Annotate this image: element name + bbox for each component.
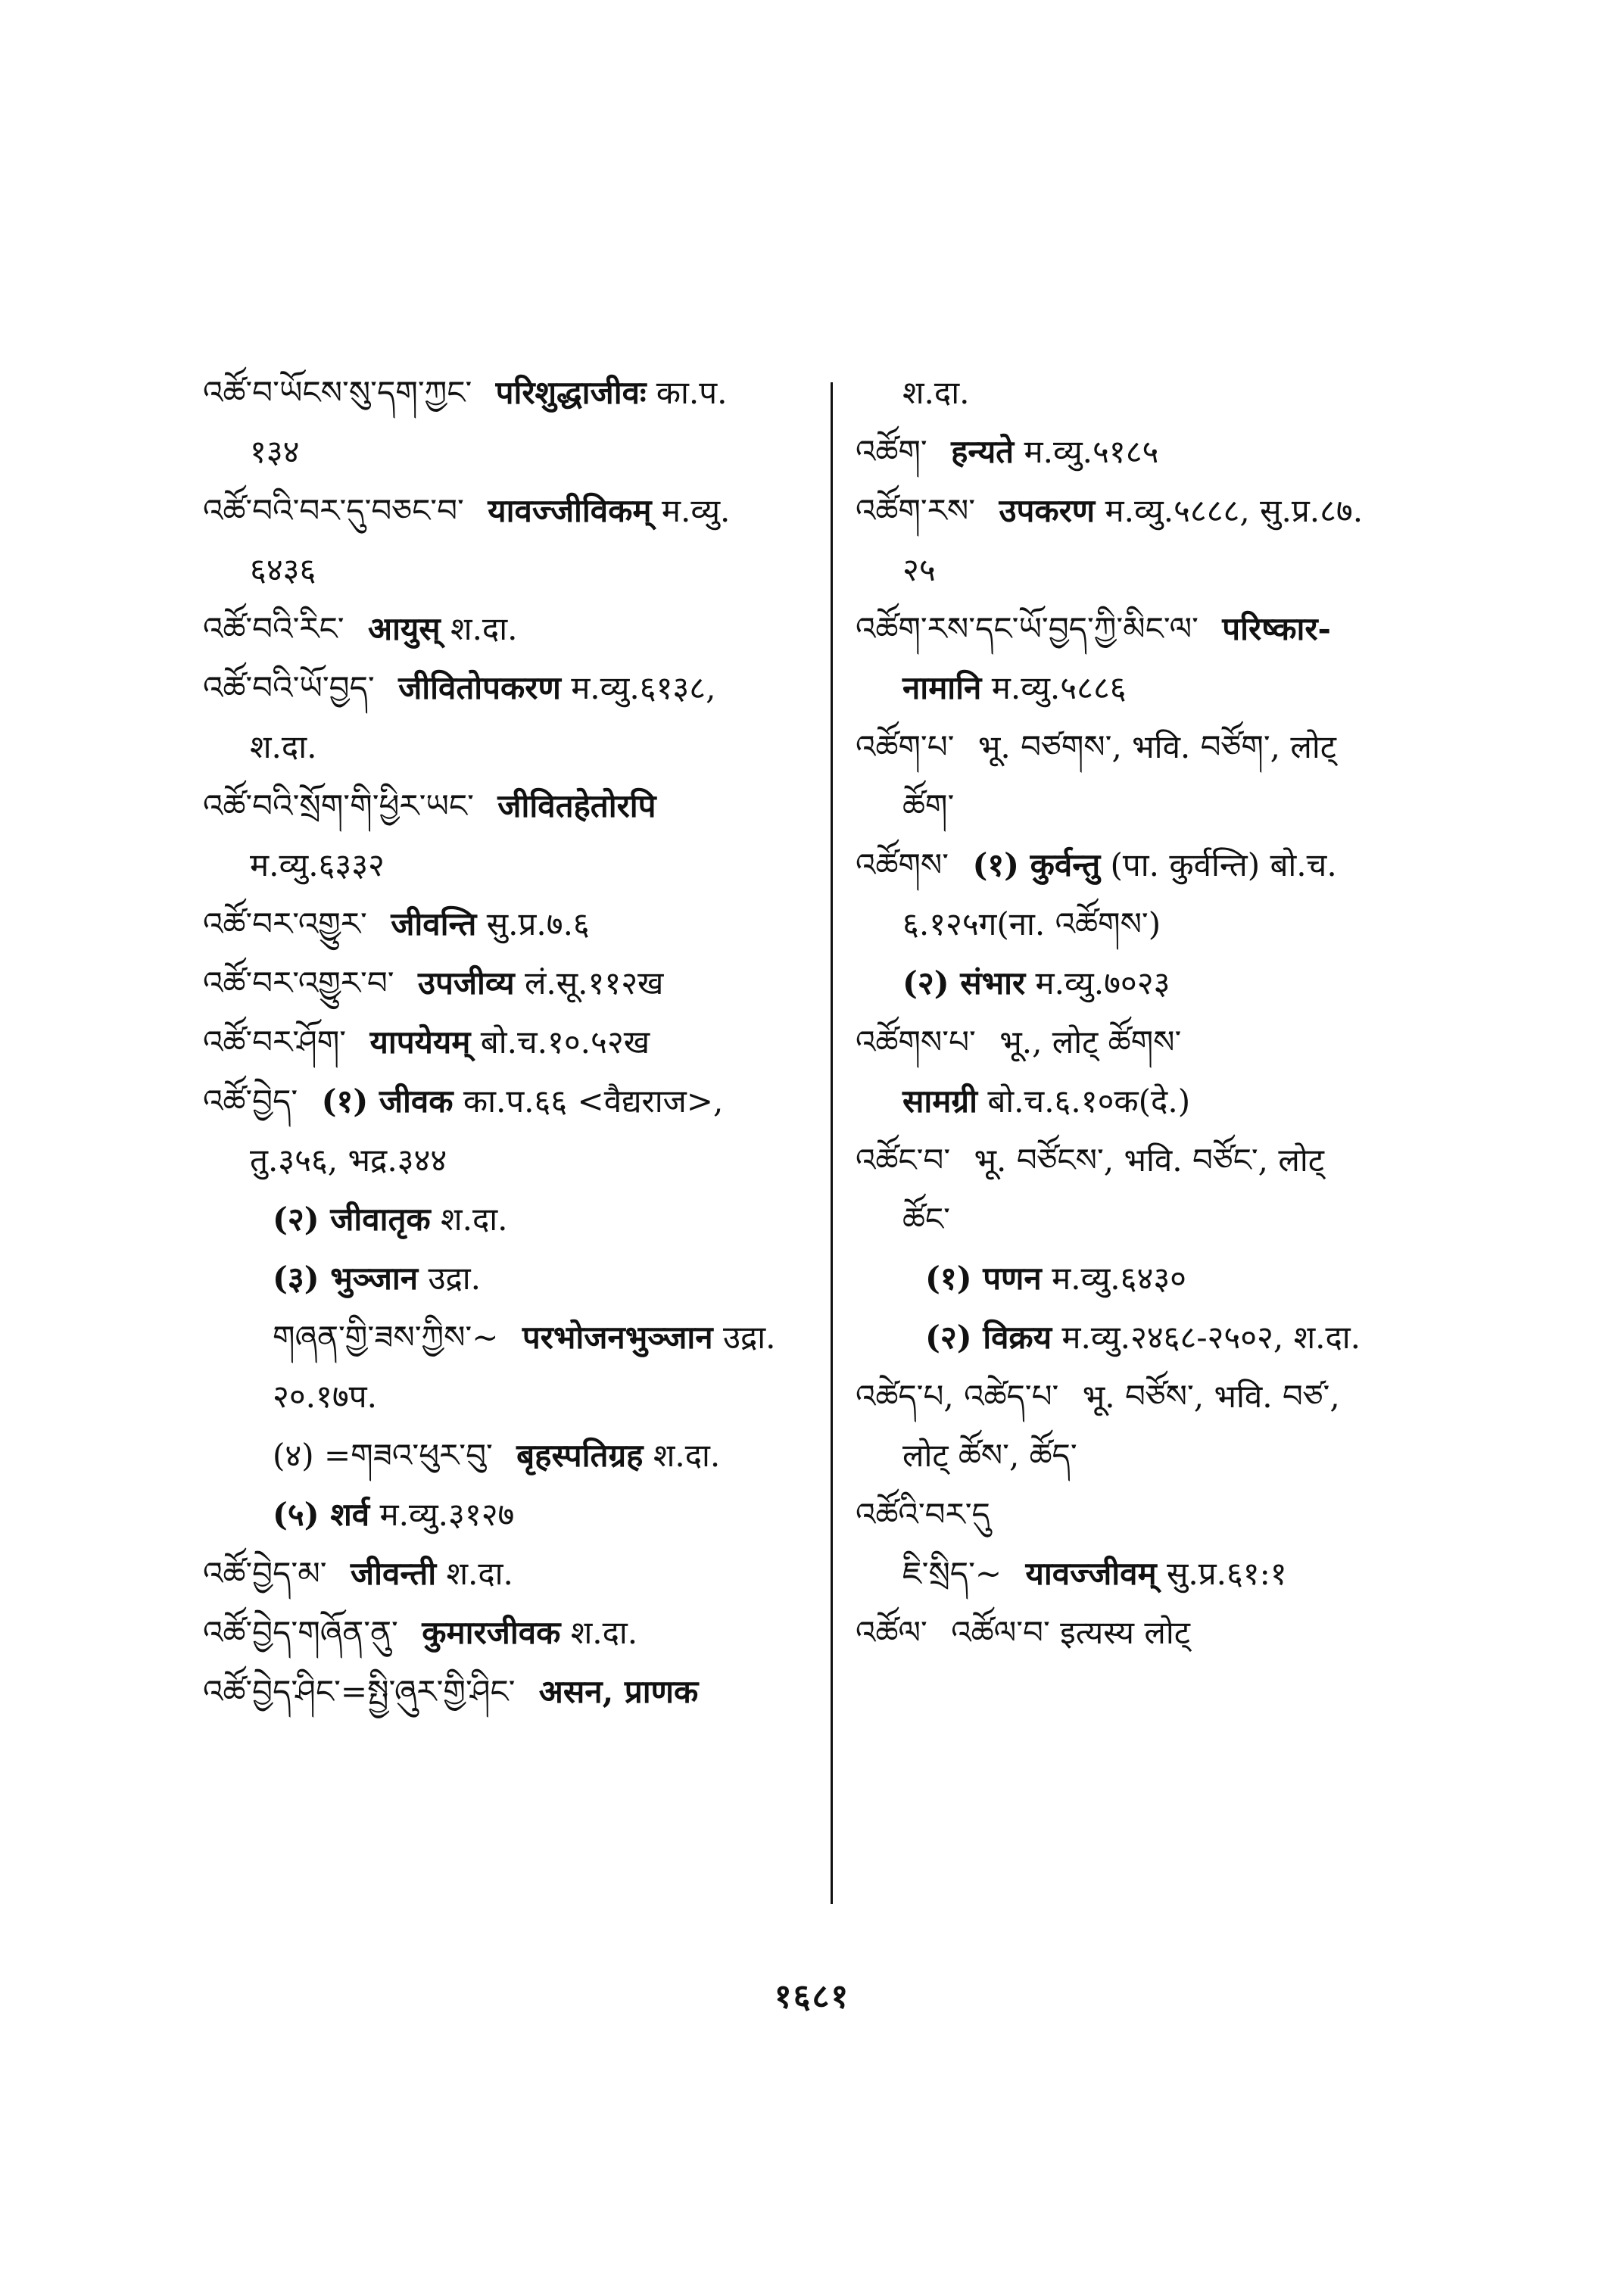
dictionary-line xyxy=(856,718,1476,777)
dictionary-line xyxy=(856,1308,1476,1367)
dictionary-line xyxy=(856,659,1476,718)
tibetan-headword: འཚོའི་བར་དུ xyxy=(856,1496,990,1533)
reference: म.व्यु.७०२३ xyxy=(1035,964,1170,1002)
tibetan-headword: འཚོལ་ xyxy=(856,1614,927,1651)
dictionary-line xyxy=(203,1426,824,1485)
sanskrit-equivalent: हन्यते xyxy=(951,433,1015,470)
tibetan-headword: འཚོ་བྱེད་ xyxy=(203,1083,298,1120)
dictionary-line xyxy=(856,1367,1476,1426)
reference: म.व्यु.५८८६ xyxy=(991,669,1127,706)
reference: श.दा. xyxy=(441,1201,508,1238)
dictionary-line xyxy=(203,481,824,541)
sanskrit-equivalent: परिष्कार- xyxy=(1222,610,1331,647)
sanskrit-equivalent: (२) विक्रय xyxy=(925,1319,1052,1356)
dictionary-line xyxy=(203,1131,824,1190)
dictionary-line xyxy=(856,541,1476,600)
dictionary-line xyxy=(203,836,824,895)
dictionary-line xyxy=(856,422,1476,481)
dictionary-line xyxy=(203,363,824,422)
dictionary-line xyxy=(203,541,824,600)
dictionary-line xyxy=(203,895,824,954)
reference: उद्रा. xyxy=(428,1260,481,1297)
tibetan-headword: ཚོང་ xyxy=(902,1201,950,1238)
tibetan-headword: འཚོག་རས་ xyxy=(856,492,976,529)
dictionary-line xyxy=(203,1013,824,1072)
reference: श.दा. xyxy=(902,374,970,411)
column-divider xyxy=(831,382,833,1904)
reference: बो.च.६.१०क(दे.) xyxy=(987,1083,1191,1120)
sanskrit-equivalent: जीवन्ति xyxy=(391,905,477,942)
reference: श.दा. xyxy=(250,728,317,765)
sanskrit-equivalent: यापयेयम् xyxy=(369,1023,471,1061)
dictionary-line xyxy=(856,895,1476,954)
sanskrit-equivalent: जीवन्ती xyxy=(350,1555,437,1592)
dictionary-line xyxy=(856,1190,1476,1249)
reference: १३४ xyxy=(250,433,300,470)
sanskrit-equivalent: यावज्जीवम् xyxy=(1025,1555,1157,1592)
sanskrit-equivalent: (१) कुर्वन्तु xyxy=(972,846,1101,883)
reference: भू. བཙགས་, भवि. བཙོག་, लोट् xyxy=(977,728,1336,765)
reference: २०.१७प. xyxy=(273,1378,377,1415)
reference: बो.च.१०.५२ख xyxy=(480,1023,650,1061)
reference: म.व्यु.६४३० xyxy=(1052,1260,1187,1297)
tibetan-headword: འཚོ་བྱེད་ཤིང་=སྤྱི་ཞུར་གྱི་ཤིང་ xyxy=(203,1673,516,1710)
sanskrit-equivalent: कुमारजीवक xyxy=(422,1614,561,1651)
sanskrit-equivalent: आयुस् xyxy=(367,610,441,647)
right-column xyxy=(856,363,1476,1662)
tibetan-headword: འཚོག་པ་ xyxy=(856,728,955,765)
reference: म.व्यु.२४६८-२५०२, श.दा. xyxy=(1061,1319,1361,1356)
tibetan-headword: (४) =གཟའ་ཕུར་བུ་ xyxy=(273,1437,493,1474)
tibetan-headword: འཚོ་བར་འགྱུར་ xyxy=(203,905,367,942)
reference: म.व्यु.६१३८, xyxy=(571,669,716,706)
sanskrit-equivalent: उपजीव्य xyxy=(417,964,515,1002)
tibetan-headword: འཚོ་བྱེད་མ་ xyxy=(203,1555,327,1592)
dictionary-line xyxy=(203,1603,824,1662)
tibetan-headword: འཚོ་བྱེད་གཞོན་ནུ་ xyxy=(203,1614,398,1651)
tibetan-headword: འཚོ་བའི་རིང་ xyxy=(203,610,344,647)
reference: लं.सू.११२ख xyxy=(524,964,664,1002)
reference: श.दा. xyxy=(446,1555,513,1592)
dictionary-line xyxy=(856,954,1476,1013)
sanskrit-equivalent: जीवितोपकरण xyxy=(398,669,561,706)
reference: म.व्यु.३१२७ xyxy=(379,1496,515,1533)
reference: उद्रा. xyxy=(722,1319,776,1356)
sanskrit-equivalent: उपकरण xyxy=(999,492,1096,529)
sanskrit-equivalent: (१) जीवक xyxy=(321,1083,454,1120)
sanskrit-equivalent: सामग्री xyxy=(902,1083,977,1120)
sanskrit-equivalent: (२) जीवातृक xyxy=(273,1201,431,1238)
left-column xyxy=(203,363,824,1721)
tibetan-headword: ཚོག་ xyxy=(902,787,955,824)
reference: सु.प्र.७.६ xyxy=(486,905,590,942)
dictionary-line xyxy=(856,1013,1476,1072)
dictionary-line xyxy=(856,1131,1476,1190)
tibetan-headword: འཚེད་པ, འཚེད་པ་ xyxy=(856,1378,1059,1415)
tibetan-headword: འཚོག་ xyxy=(856,433,927,470)
dictionary-line xyxy=(856,836,1476,895)
dictionary-line xyxy=(203,954,824,1013)
tibetan-headword: འཚོ་བར་ཤོག་ xyxy=(203,1023,347,1061)
dictionary-line xyxy=(856,1603,1476,1662)
reference: (पा. कुर्वन्ति) बो.च. xyxy=(1110,846,1337,883)
reference: श.दा. xyxy=(450,610,518,647)
tibetan-headword: འཚོགས་པ་ xyxy=(856,1023,976,1061)
dictionary-line xyxy=(856,1249,1476,1308)
reference: म.व्यु.५१८५ xyxy=(1024,433,1159,470)
reference: म.व्यु.६३३२ xyxy=(250,846,385,883)
dictionary-line xyxy=(856,363,1476,422)
reference: भू., लोट् ཚོགས་ xyxy=(999,1023,1182,1061)
dictionary-line xyxy=(203,718,824,777)
dictionary-line xyxy=(856,1544,1476,1603)
tibetan-headword: འཚོ་བར་འགྱུར་བ་ xyxy=(203,964,394,1002)
dictionary-line xyxy=(856,600,1476,659)
dictionary-line xyxy=(203,1190,824,1249)
reference: ६.१२५ग(ना. འཚོགས་) xyxy=(902,905,1161,942)
reference: सु.प्र.६१:१ xyxy=(1166,1555,1287,1592)
dictionary-line xyxy=(856,1485,1476,1544)
sanskrit-equivalent: यावज्जीविकम् xyxy=(488,492,652,529)
tibetan-headword: འཚོག་རས་དང་ཡོ་བྱད་ཀྱི་མིང་ལ་ xyxy=(856,610,1199,647)
reference: लोट् ཚོས་, ཚོད་ xyxy=(902,1437,1077,1474)
reference: श.दा. xyxy=(653,1437,721,1474)
dictionary-line xyxy=(203,1367,824,1426)
tibetan-headword: འཚོང་བ་ xyxy=(856,1142,951,1179)
sanskrit-equivalent: जीवितहेतोरपि xyxy=(497,787,656,824)
reference: भू. བཙོངས་, भवि. བཙོང་, लोट् xyxy=(974,1142,1324,1179)
sanskrit-equivalent: असन, प्राणक xyxy=(538,1673,699,1710)
sanskrit-equivalent: बृहस्पतिग्रह xyxy=(516,1437,644,1474)
reference: ६४३६ xyxy=(250,551,316,588)
dictionary-line xyxy=(856,481,1476,541)
dictionary-line xyxy=(203,1544,824,1603)
dictionary-line xyxy=(203,777,824,836)
dictionary-line xyxy=(203,659,824,718)
sanskrit-equivalent: नामानि xyxy=(902,669,982,706)
dictionary-line xyxy=(203,1485,824,1544)
reference: का.प.६६ <वैद्यराज>, xyxy=(463,1083,724,1120)
dictionary-line xyxy=(203,1072,824,1131)
dictionary-line xyxy=(203,1249,824,1308)
reference: तु.३५६, भद्र.३४४ xyxy=(250,1142,447,1179)
dictionary-line xyxy=(203,600,824,659)
dictionary-line xyxy=(203,422,824,481)
reference: २५ xyxy=(902,551,936,588)
tibetan-headword: འཚོ་བའི་ཡོ་བྱད་ xyxy=(203,669,375,706)
sanskrit-equivalent: परिशुद्धाजीवः xyxy=(495,374,647,411)
sanskrit-equivalent: (५) शर्व xyxy=(273,1496,370,1533)
page-number: १६८१ xyxy=(774,1977,850,2016)
dictionary-line xyxy=(203,1662,824,1721)
reference: འཚོལ་བ་ इत्यस्य लोट् xyxy=(951,1614,1190,1651)
tibetan-headword: འཚོ་བའི་བར་དུ་བཅང་བ་ xyxy=(203,492,464,529)
reference: म.व्यु. xyxy=(661,492,731,529)
tibetan-headword: གཞན་གྱི་ཟས་ཀྱིས་~ xyxy=(273,1319,499,1356)
tibetan-headword: འཚོ་བ་ཡོངས་སུ་དག་ཀྱང་ xyxy=(203,374,472,411)
reference: का.प. xyxy=(656,374,728,411)
dictionary-line xyxy=(203,1308,824,1367)
tibetan-headword: ཇི་སྲིད་~ xyxy=(902,1555,1002,1592)
tibetan-headword: འཚོགས་ xyxy=(856,846,949,883)
dictionary-line xyxy=(856,1426,1476,1485)
reference: म.व्यु.५८८८, सु.प्र.८७. xyxy=(1105,492,1364,529)
sanskrit-equivalent: परभोजनभुञ्जान xyxy=(522,1319,713,1356)
dictionary-line xyxy=(856,777,1476,836)
reference: श.दा. xyxy=(570,1614,638,1651)
sanskrit-equivalent: (१) पणन xyxy=(925,1260,1042,1297)
reference: भू. བཙོས་, भवि. བཙ་, xyxy=(1082,1378,1340,1415)
dictionary-line xyxy=(856,1072,1476,1131)
tibetan-headword: འཚོ་བའི་སྲོག་གི་ཕྱིར་ཡང་ xyxy=(203,787,474,824)
sanskrit-equivalent: (३) भुञ्जान xyxy=(273,1260,419,1297)
sanskrit-equivalent: (२) संभार xyxy=(902,964,1026,1002)
